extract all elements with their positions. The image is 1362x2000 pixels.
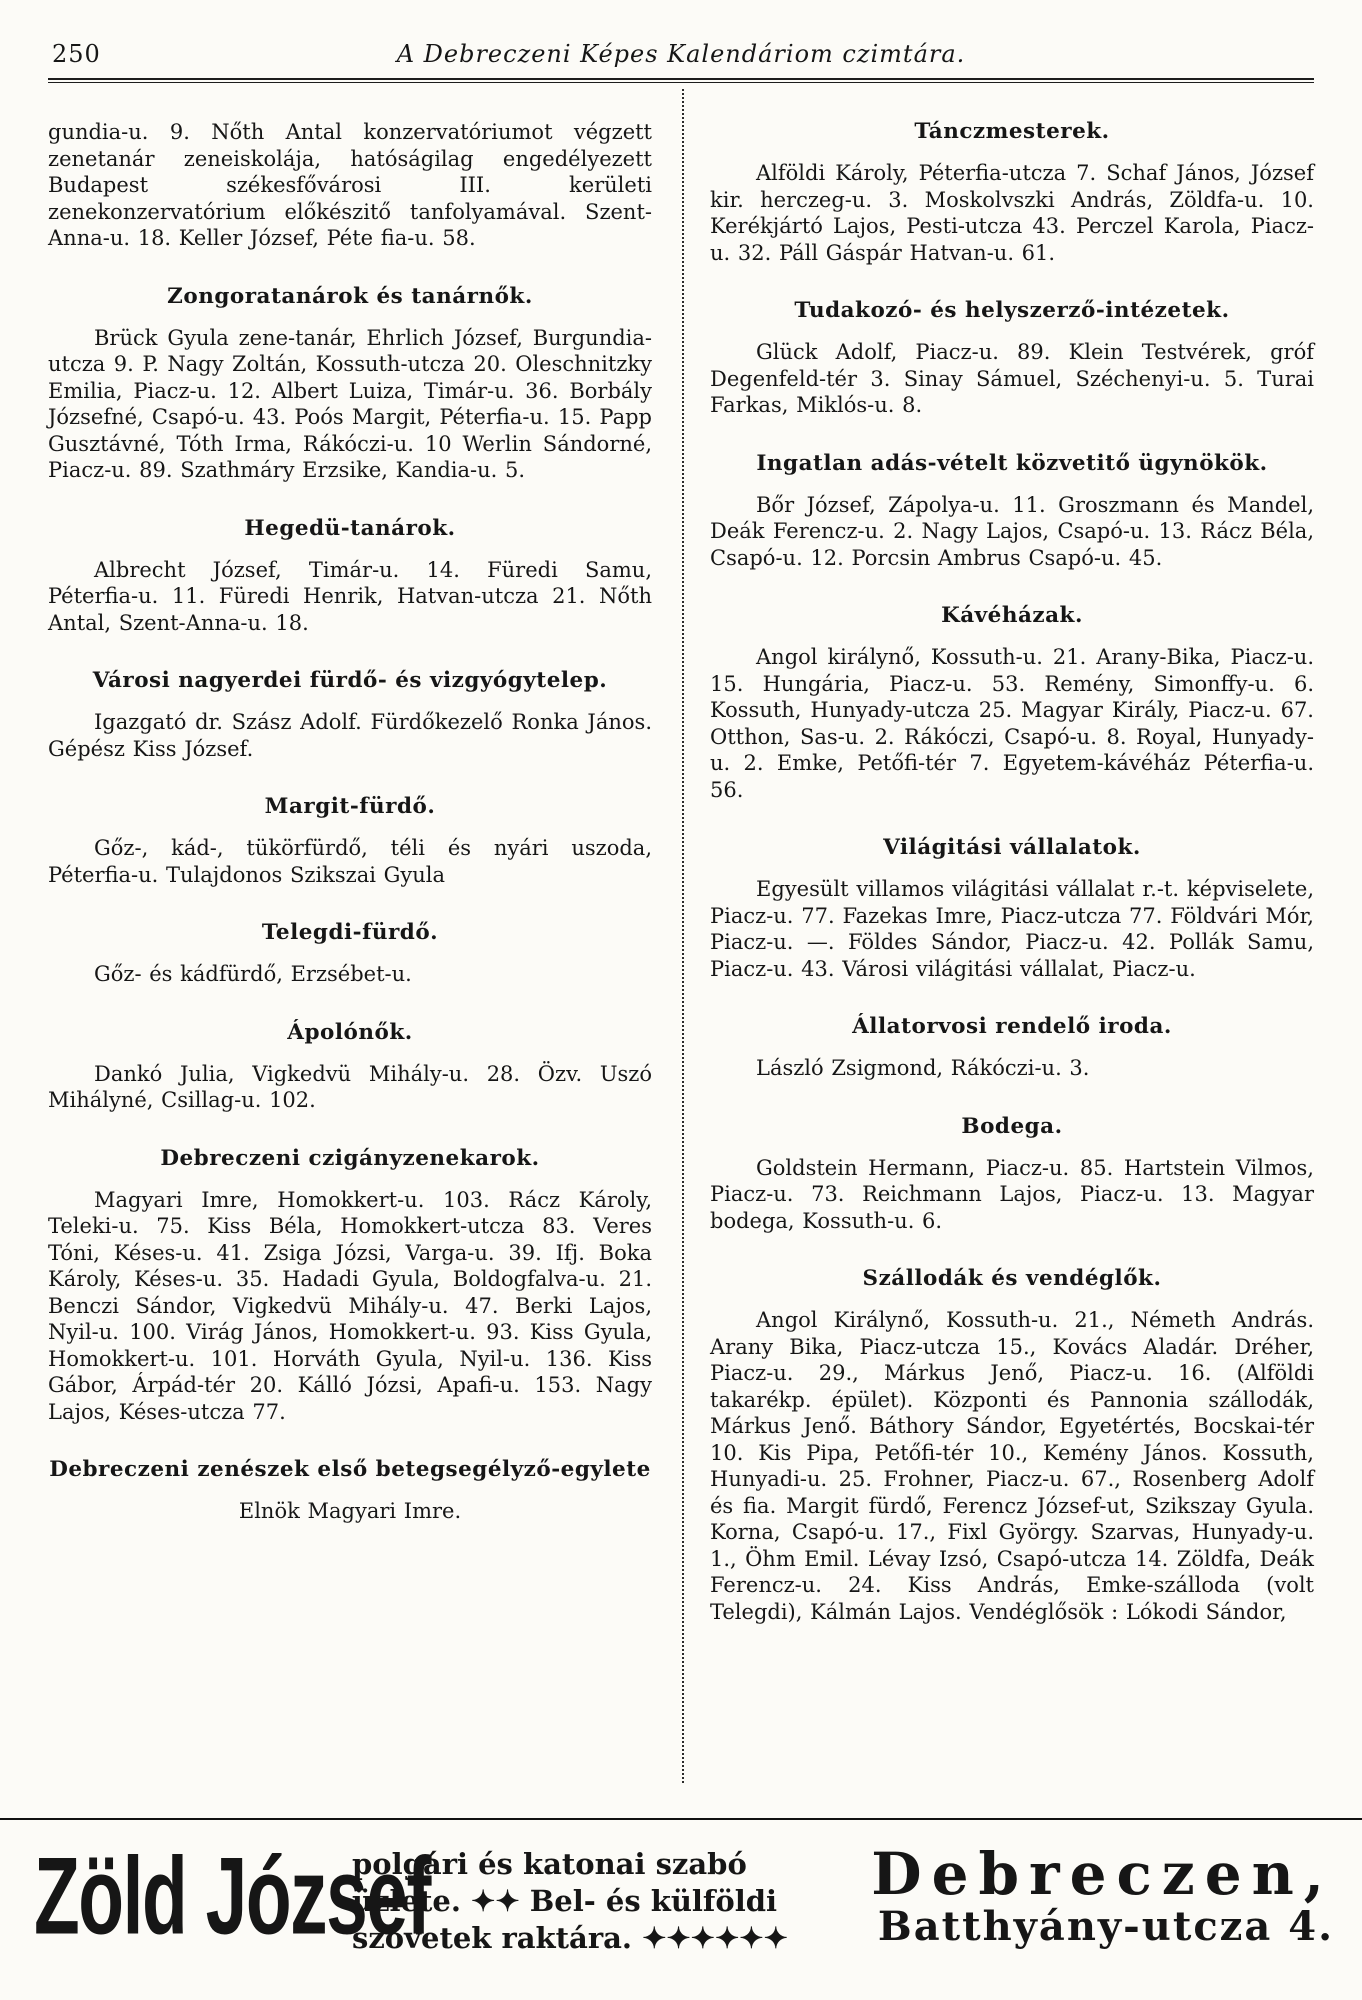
ad-street-address: Batthyány-utcza 4. (877, 1903, 1334, 1950)
ad-description-line3: szövetek raktára. ✦✦✦✦✦✦ (352, 1921, 788, 1955)
directory-section (710, 298, 1314, 419)
section-heading: Tudakozó- és helyszerző-intézetek. (794, 298, 1230, 323)
section-body: Alföldi Károly, Péterfia-utcza 7. Schaf János, József kir. herczeg-u. 3. Moskolvszki András, Zöldfa-u. 10. Kerékjártó Lajos, Pesti-utcza 43. Perczel Karola, Piacz-u. 32. Páll Gáspár Hatvan-u. 61. (710, 161, 1314, 265)
section-heading: Hegedü-tanárok. (244, 515, 456, 541)
section-heading: Bodega. (961, 1113, 1063, 1139)
section-heading: Margit-fürdő. (264, 794, 436, 819)
section-body: Elnök Magyari Imre. (238, 1499, 462, 1523)
section-body: Bőr József, Zápolya-u. 11. Groszmann és Mandel, Deák Ferencz-u. 2. Nagy Lajos, Csapó-u. 13. Rácz Béla, Csapó-u. 12. Porcsin Ambrus Csapó-u. 45. (710, 492, 1314, 570)
section-heading: Tánczmesterek. (914, 119, 1110, 144)
directory-section (48, 794, 652, 888)
section-heading: Debreczeni czigányzenekarok. (160, 1145, 540, 1171)
section-body: Dankó Julia, Vigkedvü Mihály-u. 28. Özv. Uszó Mihályné, Csillag-u. 102. (48, 1061, 652, 1112)
directory-section (710, 1114, 1314, 1235)
section-body: Goldstein Hermann, Piacz-u. 85. Hartstein Vilmos, Piacz-u. 73. Reichmann Lajos, Piacz-u. 13. Magyar bodega, Kossuth-u. 6. (710, 1155, 1314, 1233)
section-body: Angol Királynő, Kossuth-u. 21., Németh András. Arany Bika, Piacz-utcza 15., Kovács Aladár. Dréher, Piacz-u. 29., Márkus Jenő, Piacz-u. 16. (Alföldi takarékp. épület). Központi és Pannonia szállodák, Márkus Jenő. Báthory Sándor, Egyetértés, Bocskai-tér 10. Kis Pipa, Petőfi-tér 10., Kemény János. Kossuth, Hunyadi-u. 25. Frohner, Piacz-u. 67., Rosenberg Adolf és fia. Margit fürdő, Ferencz József-ut, Szikszay Gyula. Korna, Csapó-u. 17., Fixl György. Szarvas, Hunyady-u. 1., Öhm Emil. Lévay Izsó, Csapó-utcza 14. Zöldfa, Deák Ferencz-u. 24. Kiss András, Emke-szálloda (volt Telegdi), Kálmán Lajos. Vendéglősök : Lókodi Sándor, (710, 1308, 1314, 1624)
page-header (0, 0, 1362, 78)
section-body: Igazgató dr. Szász Adolf. Fürdőkezelő Ronka János. Gépész Kiss József. (48, 710, 652, 761)
ad-location (788, 1842, 1334, 1950)
directory-section (710, 1014, 1314, 1082)
directory-section (710, 835, 1314, 982)
directory-section (48, 284, 652, 484)
section-heading: Kávéházak. (941, 603, 1083, 628)
section-heading: Világitási vállalatok. (883, 835, 1141, 860)
directory-section (48, 516, 652, 637)
section-heading: Városi nagyerdei fürdő- és vizgyógytelep. (92, 668, 608, 693)
directory-section (48, 1457, 652, 1525)
directory-section (710, 603, 1314, 803)
section-body: László Zsigmond, Rákóczi-u. 3. (756, 1056, 1090, 1080)
section-body: Magyari Imre, Homokkert-u. 103. Rácz Károly, Teleki-u. 75. Kiss Béla, Homokkert-utcza 83. Veres Tóni, Késes-u. 41. Zsiga Józsi, Varga-u. 39. Ifj. Boka Károly, Késes-u. 35. Hadadi Gyula, Boldogfalva-u. 21. Benczi Sándor, Vigkedvü Mihály-u. 47. Berki Lajos, Nyil-u. 100. Virág János, Homokkert-u. 93. Kiss Gyula, Homokkert-u. 101. Horváth Gyula, Nyil-u. 136. Kiss Gábor, Árpád-tér 20. Kálló Józsi, Apafi-u. 153. Nagy Lajos, Késes-utcza 77. (48, 1187, 652, 1424)
footer-rule (0, 1818, 1362, 1820)
directory-section (48, 668, 652, 762)
directory-section (48, 1020, 652, 1114)
ad-description-line2: üzlete. ✦✦ Bel- és külföldi (352, 1884, 778, 1918)
section-body: Brück Gyula zene-tanár, Ehrlich József, Burgundia-utcza 9. P. Nagy Zoltán, Kossuth-utcza 20. Oleschnitzky Emilia, Piacz-u. 12. Albert Luiza, Timár-u. 36. Borbály Józsefné, Csapó-u. 43. Poós Margit, Péterfia-u. 15. Papp Gusztávné, Tóth Irma, Rákóczi-u. 10 Werlin Sándorné, Piacz-u. 89. Szathmáry Erzsike, Kandia-u. 5. (48, 325, 652, 482)
section-body: Angol királynő, Kossuth-u. 21. Arany-Bika, Piacz-u. 15. Hungária, Piacz-u. 53. Remény, Simonffy-u. 6. Kossuth, Hunyady-utcza 25. Magyar Király, Piacz-u. 67. Otthon, Sas-u. 2. Rákóczi, Csapó-u. 8. Royal, Hunyady-u. 2. Emke, Petőfi-tér 7. Egyetem-kávéház Péterfia-u. 56. (710, 645, 1314, 802)
section-heading: Ápolónők. (287, 1019, 413, 1045)
two-column-body (0, 83, 1362, 1783)
section-body: Gőz-, kád-, tükörfürdő, téli és nyári uszoda, Péterfia-u. Tulajdonos Szikszai Gyula (48, 836, 652, 887)
column-divider (682, 89, 684, 1783)
section-body: Egyesült villamos világitási vállalat r.-t. képviselete, Piacz-u. 77. Fazekas Imre, Piacz-utcza 77. Földvári Mór, Piacz-u. —. Földes Sándor, Piacz-u. 42. Pollák Samu, Piacz-u. 43. Városi világitási vállalat, Piacz-u. (710, 877, 1314, 981)
section-heading: Állatorvosi rendelő iroda. (852, 1014, 1172, 1039)
directory-section (48, 920, 652, 988)
left-column (48, 89, 652, 1783)
section-heading: Debreczeni zenészek első betegsegélyző-egylete (49, 1457, 651, 1482)
section-heading: Zongoratanárok és tanárnők. (167, 283, 533, 309)
running-title: A Debreczeni Képes Kalendáriom czimtára. (396, 40, 966, 68)
advertisement (0, 1832, 1362, 2000)
ad-city: Debreczen, (871, 1840, 1334, 1908)
directory-section (710, 1266, 1314, 1625)
section-body: gundia-u. 9. Nőth Antal konzervatóriumot végzett zenetanár zeneiskolája, hatóságilag engedélyezett Budapest székesfővárosi III. kerületi zenekonzervatórium előkészitő tanfolyamával. Szent-Anna-u. 18. Keller József, Péte fia-u. 58. (48, 120, 652, 250)
directory-section (710, 451, 1314, 572)
section-heading: Telegdi-fürdő. (261, 920, 439, 945)
section-body: Gőz- és kádfürdő, Erzsébet-u. (94, 962, 412, 986)
directory-section (48, 119, 652, 252)
section-heading: Szállodák és vendéglők. (862, 1266, 1162, 1291)
directory-section (48, 1146, 652, 1426)
ad-description-line1: polgári és katonai szabó (352, 1847, 747, 1881)
right-column (710, 89, 1314, 1783)
directory-section (710, 119, 1314, 266)
ad-business-name: Zöld József (34, 1835, 431, 1958)
section-body: Glück Adolf, Piacz-u. 89. Klein Testvérek, gróf Degenfeld-tér 3. Sinay Sámuel, Széchenyi-u. 5. Turai Farkas, Miklós-u. 8. (710, 340, 1314, 417)
page-number: 250 (52, 40, 101, 68)
section-body: Albrecht József, Timár-u. 14. Füredi Samu, Péterfia-u. 11. Füredi Henrik, Hatvan-utcza 21. Nőth Antal, Szent-Anna-u. 18. (48, 557, 652, 635)
section-heading: Ingatlan adás-vételt közvetitő ügynökök. (756, 450, 1268, 476)
